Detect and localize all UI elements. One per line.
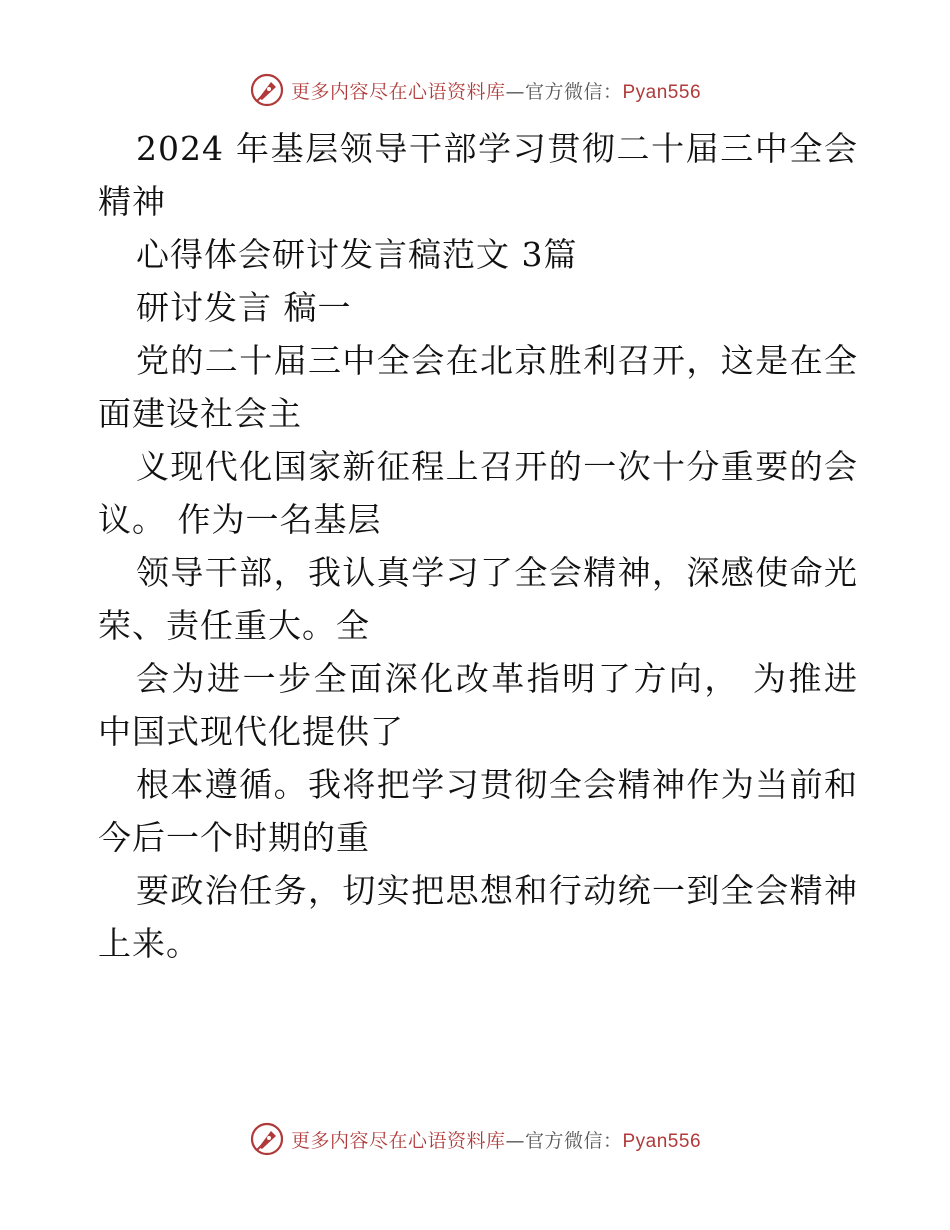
pen-nib-logo-icon (249, 1121, 285, 1157)
footer-separator: — (505, 1129, 525, 1152)
pen-nib-logo-icon (249, 72, 285, 108)
body-paragraph: 根本遵循。我将把学习贯彻全会精神作为当前和今后一个时期的重 (98, 765, 858, 857)
body-paragraph: 领导干部，我认真学习了全会精神，深感使命光荣、责任重大。全 (98, 553, 858, 645)
footer-wechat-id: Pyan556 (622, 1130, 702, 1152)
section-heading: 研讨发言 稿一 (136, 288, 352, 327)
footer-wechat-label: 官方微信： (524, 1129, 623, 1152)
header-wechat-label: 官方微信： (524, 80, 623, 103)
header-separator: — (505, 80, 525, 103)
body-paragraph: 要政治任务，切实把思想和行动统一到全会精神上来。 (98, 871, 858, 963)
body-paragraph: 义现代化国家新征程上召开的一次十分重要的会议。 作为一名基层 (98, 447, 858, 539)
document-title-line-1: 2024 年基层领导干部学习贯彻二十届三中全会精神 (98, 129, 858, 221)
body-paragraph: 党的二十届三中全会在北京胜利召开，这是在全面建设社会主 (98, 341, 858, 433)
header-wechat-id: Pyan556 (622, 81, 702, 103)
header-banner (0, 70, 950, 110)
header-banner-text (291, 77, 701, 104)
footer-banner (0, 1119, 950, 1159)
footer-banner-text (291, 1126, 701, 1153)
header-brand-text: 更多内容尽在心语资料库 (290, 80, 506, 103)
footer-brand-text: 更多内容尽在心语资料库 (290, 1129, 506, 1152)
document-title-line-2: 心得体会研讨发言稿范文 3篇 (136, 235, 578, 274)
document-body (98, 122, 858, 970)
body-paragraph: 会为进一步全面深化改革指明了方向， 为推进中国式现代化提供了 (98, 659, 858, 751)
